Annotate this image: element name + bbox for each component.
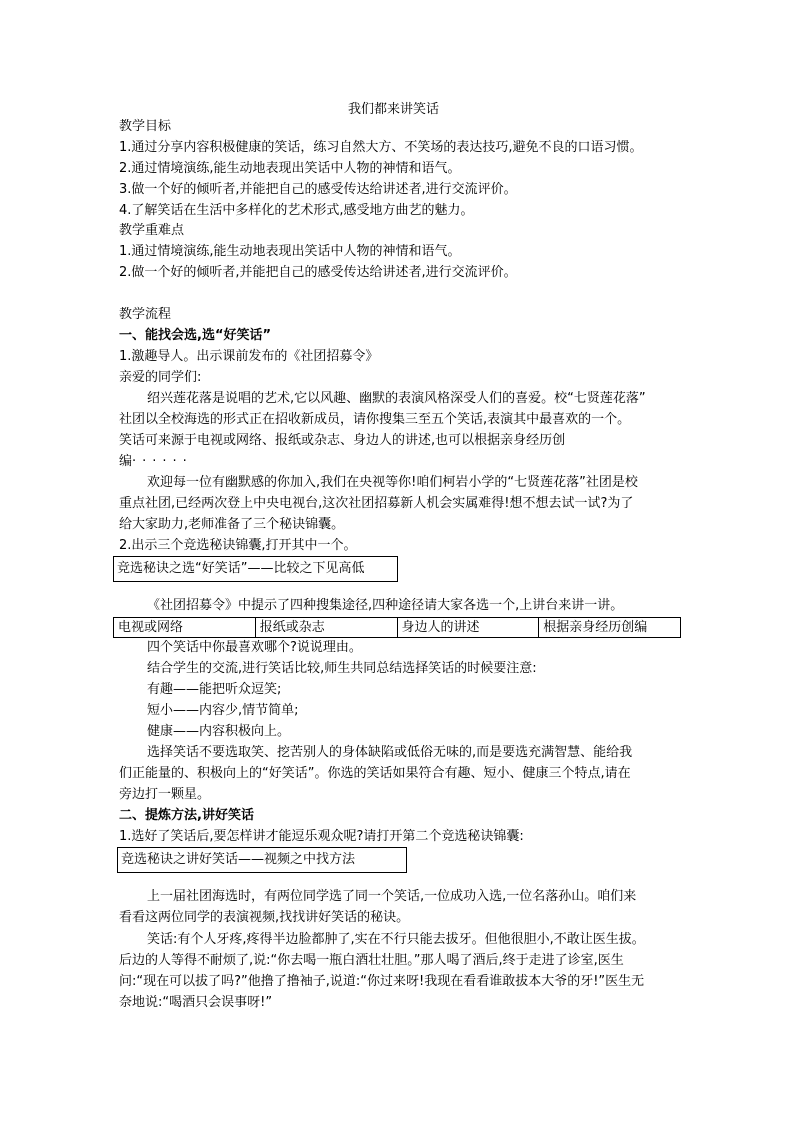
key-point-item: 1.通过情境演练,能生动地表现出笑话中人物的神情和语气。 <box>119 244 461 259</box>
channel-cell: 电视或网络 <box>114 618 256 638</box>
channels-table <box>113 617 681 638</box>
paragraph-line: 给大家助力,老师准备了三个秘诀锦囊。 <box>119 517 345 532</box>
paragraph-line: 选择笑话不要选取笑、挖苦别人的身体缺陷或低俗无味的,而是要选充满智慧、能给我 <box>147 745 633 760</box>
criteria-item: 有趣——能把听众逗笑; <box>147 682 282 697</box>
section-2-heading: 二、提炼方法,讲好笑话 <box>119 808 254 823</box>
paragraph-line-end <box>119 452 193 472</box>
joke-line: 后边的人等得不耐烦了,说:“你去喝一瓶白酒壮壮胆。”那人喝了酒后,终于走进了诊室,医生 <box>119 953 624 968</box>
paragraph-line: 重点社团,已经两次登上中央电视台,这次社团招募新人机会实属难得!想不想去试一试?为了 <box>119 496 634 511</box>
document-title: 我们都来讲笑话 <box>348 102 440 117</box>
goal-item: 3.做一个好的倾听者,并能把自己的感受传达给讲述者,进行交流评价。 <box>119 182 517 197</box>
channel-cell: 身边人的讲述 <box>397 618 539 638</box>
process-heading: 教学流程 <box>119 307 172 322</box>
question: 四个笑话中你最喜欢哪个?说说理由。 <box>147 640 362 655</box>
section-1-step-2: 2.出示三个竞选秘诀锦囊,打开其中一个。 <box>119 538 357 553</box>
section-2-step-1: 1.选好了笑话后,要怎样讲才能逗乐观众呢?请打开第二个竞选秘诀锦囊: <box>119 829 524 844</box>
secret-tip-box-2: 竞选秘诀之讲好笑话——视频之中找方法 <box>117 847 407 873</box>
goal-item: 1.通过分享内容积极健康的笑话，练习自然大方、不笑场的表达技巧,避免不良的口语习惯。 <box>119 140 643 155</box>
channels-intro: 《社团招募令》中提示了四种搜集途径,四种途径请大家各选一个,上讲台来讲一讲。 <box>147 598 624 613</box>
section-1-heading: 一、能找会选,选“好笑话” <box>119 328 272 343</box>
table-row <box>114 618 681 638</box>
secret-tip-box-1: 竞选秘诀之选“好笑话”——比较之下见高低 <box>113 556 398 582</box>
joke-line: 问:“现在可以拔了吗?”他撸了撸袖子,说道:“你过来呀!我现在看看谁敢拔本大爷的牙!”医生无 <box>119 974 645 989</box>
goal-item: 2.通过情境演练,能生动地表现出笑话中人物的神情和语气。 <box>119 161 461 176</box>
summary-intro: 结合学生的交流,进行笑话比较,师生共同总结选择笑话的时候要注意: <box>147 661 537 676</box>
joke-line: 奈地说:“喝酒只会误事呀!” <box>119 995 273 1010</box>
paragraph-line: 上一届社团海选时，有两位同学选了同一个笑话,一位成功入选,一位名落孙山。咱们来 <box>147 889 637 904</box>
goal-item: 4.了解笑话在生活中多样化的艺术形式,感受地方曲艺的魅力。 <box>119 203 474 218</box>
goals-heading: 教学目标 <box>119 119 172 134</box>
criteria-item: 短小——内容少,情节简单; <box>147 703 299 718</box>
paragraph-line: 笑话可来源于电视或网络、报纸或杂志、身边人的讲述,也可以根据亲身经历创 <box>119 433 566 448</box>
section-1-step-1: 1.激趣导人。出示课前发布的《社团招募令》 <box>119 349 379 364</box>
key-points-heading: 教学重难点 <box>119 223 185 238</box>
paragraph-line: 看看这两位同学的表演视频,找找讲好笑话的秘诀。 <box>119 910 410 925</box>
key-point-item: 2.做一个好的倾听者,并能把自己的感受传达给讲述者,进行交流评价。 <box>119 265 517 280</box>
greeting: 亲爱的同学们: <box>119 370 202 385</box>
paragraph-line: 绍兴莲花落是说唱的艺术,它以风趣、幽默的表演风格深受人们的喜爱。校“七贤莲花落” <box>147 391 646 406</box>
criteria-item: 健康——内容积极向上。 <box>147 724 291 739</box>
ellipsis-dots: ······ <box>132 454 193 469</box>
paragraph-line: 旁边打一颗星。 <box>119 787 211 802</box>
channel-cell: 报纸或杂志 <box>255 618 397 638</box>
joke-line: 笑话:有个人牙疼,疼得半边脸都肿了,实在不行只能去拔牙。但他很胆小,不敢让医生拔。 <box>147 932 645 947</box>
paragraph-line: 社团以全校海选的形式正在招收新成员，请你搜集三至五个笑话,表演其中最喜欢的一个。 <box>119 412 631 427</box>
paragraph-line: 们正能量的、积极向上的“好笑话”。你选的笑话如果符合有趣、短小、健康三个特点,请在 <box>119 766 631 781</box>
channel-cell: 根据亲身经历创编 <box>539 618 681 638</box>
paragraph-end-text: 编 <box>119 454 133 469</box>
paragraph-line: 欢迎每一位有幽默感的你加入,我们在央视等你!咱们柯岩小学的“七贤莲花落”社团是校 <box>147 475 638 490</box>
